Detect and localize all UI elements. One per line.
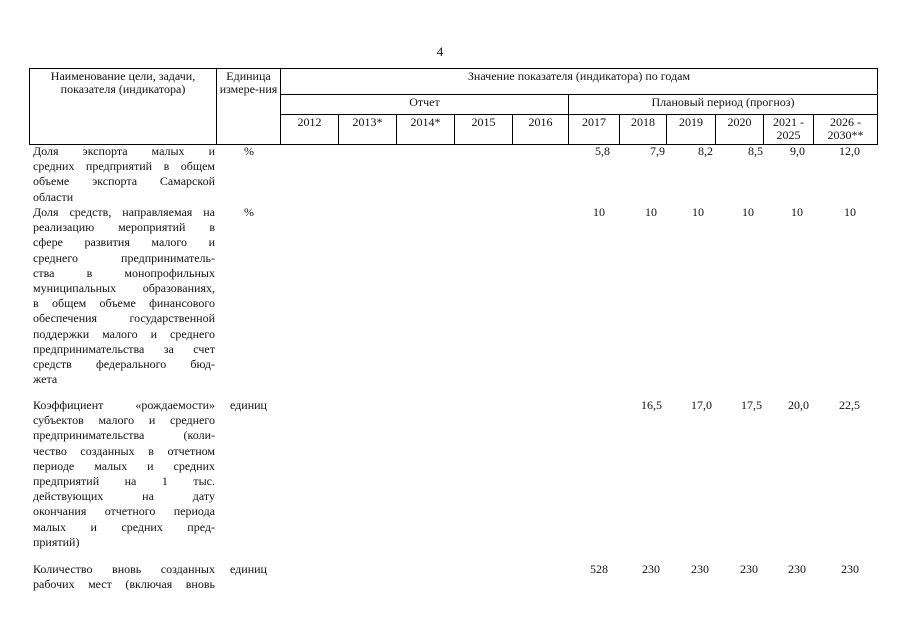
- indicator-name-line: области: [33, 189, 74, 204]
- header-year: 2019: [667, 115, 716, 145]
- header-name-column: Наименование цели, задачи, показателя (индикатора): [30, 69, 217, 145]
- indicator-unit: %: [244, 205, 254, 219]
- value-2017: 10: [593, 205, 605, 219]
- header-year: 2014*: [397, 115, 455, 145]
- indicator-name-line: средних предприятий в общем: [33, 159, 215, 174]
- indicator-name: [33, 562, 215, 592]
- value-2017: 528: [590, 562, 608, 576]
- value-2019: 230: [691, 562, 709, 576]
- indicator-name-line: рабочих мест (включая вновь: [33, 577, 215, 592]
- indicator-name-line: Доля экспорта малых и: [33, 144, 215, 158]
- indicator-unit: единиц: [230, 562, 267, 576]
- value-2020: 17,5: [741, 398, 762, 412]
- indicator-name-line: жета: [33, 372, 58, 387]
- indicator-name-line: малых и средних пред-: [33, 519, 215, 534]
- header-unit-column: Единица измере-ния: [217, 69, 281, 145]
- value-2018: 230: [642, 562, 660, 576]
- indicator-name-line: реализацию мероприятий в: [33, 220, 215, 235]
- header-year: 2026 - 2030**: [814, 115, 878, 145]
- indicator-name-line: чество созданных в отчетном: [33, 443, 215, 458]
- indicator-name-line: ства в монопрофильных: [33, 265, 215, 280]
- indicator-name: [33, 398, 215, 550]
- value-2021-2025: 20,0: [788, 398, 809, 412]
- indicator-name-line: Доля средств, направляемая на: [33, 205, 215, 219]
- indicator-name-line: в общем объеме финансового: [33, 296, 215, 311]
- value-2020: 10: [742, 205, 754, 219]
- header-year: 2013*: [339, 115, 397, 145]
- indicator-name-line: периоде малых и средних: [33, 458, 215, 473]
- value-2020: 230: [740, 562, 758, 576]
- indicator-name-line: обеспечения государственной: [33, 311, 215, 326]
- value-2021-2025: 10: [791, 205, 803, 219]
- page-number: 4: [436, 44, 444, 59]
- value-2026-2030: 230: [841, 562, 859, 576]
- indicator-name-line: предпринимательства за счет: [33, 341, 215, 356]
- indicator-unit: %: [244, 144, 254, 158]
- indicator-name-line: действующих на дату: [33, 489, 215, 504]
- value-2021-2025: 9,0: [790, 144, 805, 158]
- value-2021-2025: 230: [788, 562, 806, 576]
- indicator-name-line: предприятий на 1 тыс.: [33, 474, 215, 489]
- indicator-name-line: субъектов малого и среднего: [33, 413, 215, 428]
- header-year: 2015: [455, 115, 513, 145]
- indicator-name-line: поддержки малого и среднего: [33, 326, 215, 341]
- value-2018: 10: [645, 205, 657, 219]
- indicator-name-line: муниципальных образованиях,: [33, 281, 215, 296]
- indicator-name-line: объеме экспорта Самарской: [33, 174, 215, 189]
- indicator-unit: единиц: [230, 398, 267, 412]
- header-year: 2018: [620, 115, 667, 145]
- header-year: 2020: [716, 115, 764, 145]
- indicator-name-line: окончания отчетного периода: [33, 504, 215, 519]
- value-2026-2030: 12,0: [839, 144, 860, 158]
- header-plan-group: Плановый период (прогноз): [569, 95, 878, 115]
- indicator-name: [33, 144, 215, 205]
- header-year: 2016: [513, 115, 569, 145]
- header-report-group: Отчет: [281, 95, 569, 115]
- indicator-name-line: среднего предприниматель-: [33, 250, 215, 265]
- header-values-by-year: Значение показателя (индикатора) по годам: [281, 69, 878, 95]
- indicator-name-line: сфере развития малого и: [33, 235, 215, 250]
- indicator-name-line: средств федерального бюд-: [33, 357, 215, 372]
- indicator-name-line: приятий): [33, 534, 80, 549]
- value-2018: 16,5: [641, 398, 662, 412]
- header-year: 2017: [569, 115, 620, 145]
- header-year: 2021 - 2025: [764, 115, 814, 145]
- indicator-name-line: Количество вновь созданных: [33, 562, 215, 576]
- value-2026-2030: 10: [844, 205, 856, 219]
- value-2017: 5,8: [595, 144, 610, 158]
- header-year: 2012: [281, 115, 339, 145]
- value-2019: 10: [692, 205, 704, 219]
- indicator-name: [33, 205, 215, 387]
- value-2019: 17,0: [691, 398, 712, 412]
- indicator-table-header: [29, 68, 878, 145]
- indicator-name-line: Коэффициент «рождаемости»: [33, 398, 215, 412]
- value-2018: 7,9: [650, 144, 665, 158]
- value-2020: 8,5: [748, 144, 763, 158]
- value-2026-2030: 22,5: [839, 398, 860, 412]
- value-2019: 8,2: [698, 144, 713, 158]
- indicator-name-line: предпринимательства (коли-: [33, 428, 215, 443]
